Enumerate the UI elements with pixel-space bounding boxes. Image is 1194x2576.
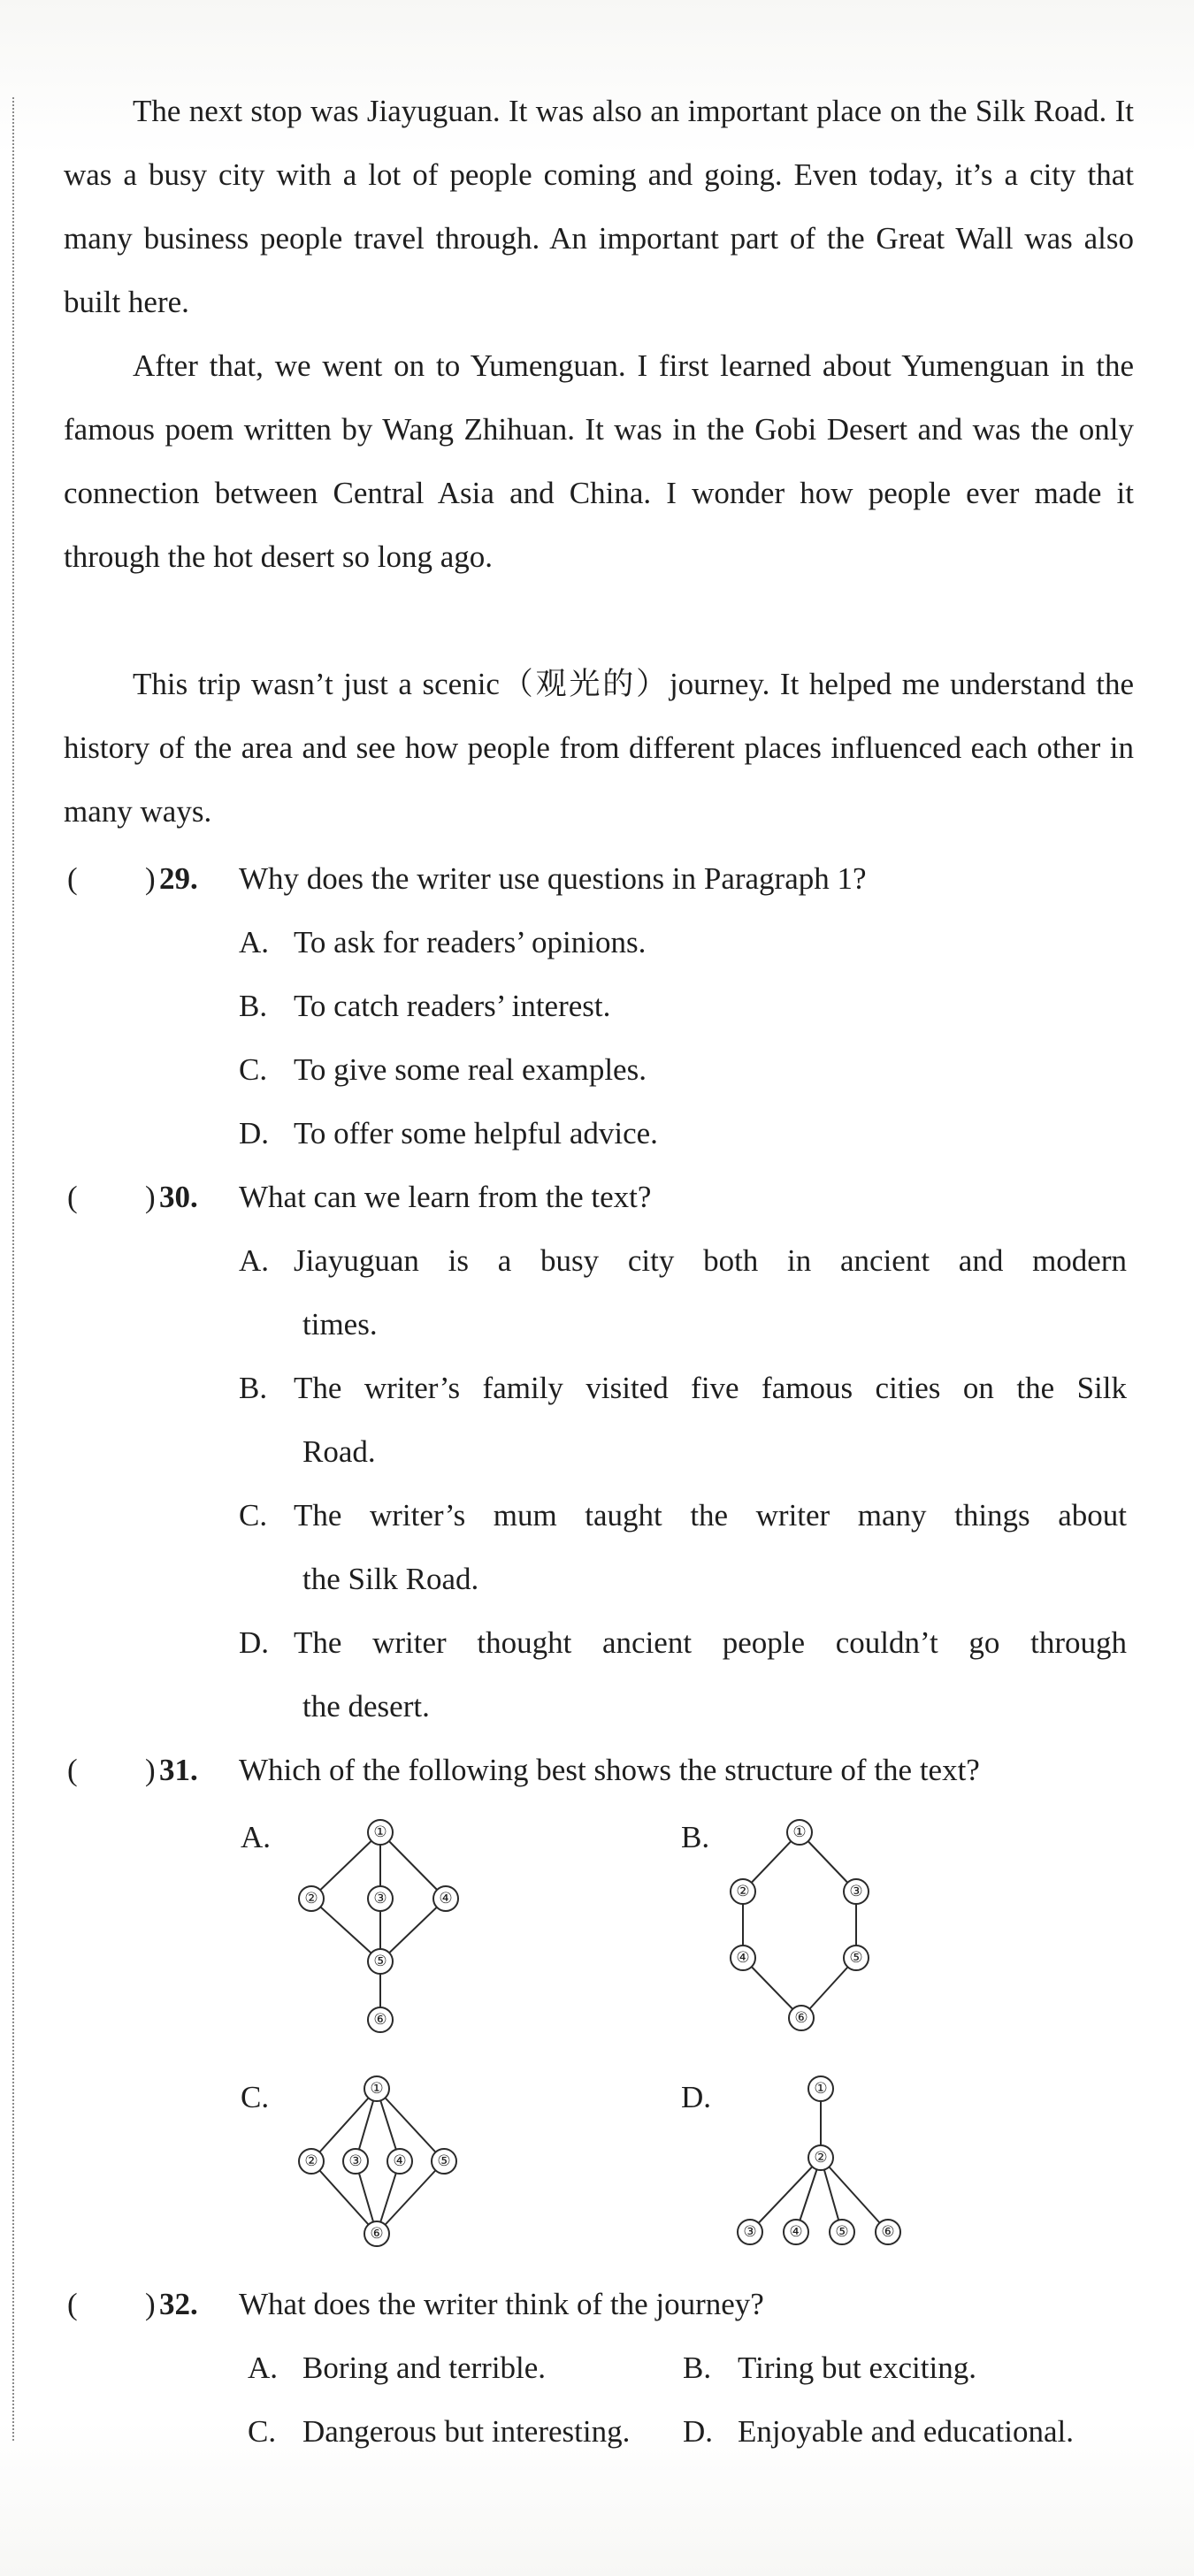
answer-blank-open[interactable]: ( bbox=[67, 2287, 78, 2321]
answer-blank-open[interactable]: ( bbox=[67, 861, 78, 896]
q30-option-b-line1: The writer’s family visited five famous cities on the Silk bbox=[294, 1371, 1127, 1405]
q30-option-d-line1: The writer thought ancient people couldn’t go through bbox=[294, 1625, 1127, 1660]
option-text: Boring and terrible. bbox=[302, 2351, 547, 2385]
diagram-c-label[interactable]: C. bbox=[241, 2080, 270, 2114]
node-3-label: ③ bbox=[743, 2223, 757, 2241]
node-4-label: ④ bbox=[439, 1890, 453, 1907]
question-text: Why does the writer use questions in Paragraph 1? bbox=[239, 861, 867, 896]
answer-blank-close: ) bbox=[145, 1180, 156, 1214]
q29-option-c[interactable] bbox=[239, 1038, 1137, 1102]
node-6-label: ⑥ bbox=[373, 2011, 387, 2029]
q29-option-d[interactable] bbox=[239, 1102, 1137, 1166]
option-letter: C. bbox=[239, 1052, 268, 1087]
option-letter: D. bbox=[683, 2414, 714, 2449]
node-4-label: ④ bbox=[789, 2223, 803, 2241]
answer-blank-close: ) bbox=[145, 2287, 156, 2321]
q32-option-b[interactable] bbox=[683, 2336, 976, 2400]
node-1-label: ① bbox=[814, 2080, 828, 2098]
q30-option-d-line2: the desert. bbox=[302, 1689, 430, 1724]
option-text: Dangerous but interesting. bbox=[302, 2414, 631, 2449]
diagram-d-label[interactable]: D. bbox=[681, 2080, 712, 2114]
question-text: What does the writer think of the journey? bbox=[239, 2287, 764, 2321]
answer-blank-close: ) bbox=[145, 1753, 156, 1787]
node-2-label: ② bbox=[814, 2149, 828, 2167]
node-6-label: ⑥ bbox=[881, 2223, 895, 2241]
structure-diagram-c[interactable] bbox=[283, 2069, 478, 2264]
diagram-b-label[interactable]: B. bbox=[681, 1820, 710, 1854]
q32-option-c[interactable] bbox=[248, 2400, 630, 2464]
q30-option-a-line2: times. bbox=[302, 1307, 378, 1342]
diagram-a-label[interactable]: A. bbox=[241, 1820, 272, 1854]
question-number: 30. bbox=[159, 1180, 198, 1214]
question-29 bbox=[67, 847, 1146, 911]
node-4-label: ④ bbox=[736, 1949, 750, 1967]
question-text: Which of the following best shows the structure of the text? bbox=[239, 1753, 980, 1787]
node-3-label: ③ bbox=[373, 1890, 387, 1907]
q32-option-d[interactable] bbox=[683, 2400, 1074, 2464]
node-6-label: ⑥ bbox=[370, 2225, 384, 2243]
option-letter: A. bbox=[239, 925, 270, 959]
q30-option-c-line2: the Silk Road. bbox=[302, 1562, 479, 1596]
option-letter: B. bbox=[683, 2351, 712, 2385]
answer-blank-close: ) bbox=[145, 861, 156, 896]
q30-option-a-line1: Jiayuguan is a busy city both in ancient and modern bbox=[294, 1243, 1127, 1278]
node-3-label: ③ bbox=[348, 2152, 363, 2170]
option-text: Tiring but exciting. bbox=[738, 2351, 976, 2385]
node-2-label: ② bbox=[736, 1883, 750, 1900]
answer-blank-open[interactable]: ( bbox=[67, 1180, 78, 1214]
q30-option-a-letter[interactable]: A. bbox=[239, 1243, 270, 1278]
node-4-label: ④ bbox=[393, 2152, 407, 2170]
question-number: 29. bbox=[159, 861, 198, 896]
answer-blank-open[interactable]: ( bbox=[67, 1753, 78, 1787]
q30-option-d-letter[interactable]: D. bbox=[239, 1625, 270, 1660]
passage-paragraph-yumenguan: After that, we went on to Yumenguan. I first learned about Yumenguan in the famous poem written by Wang Zhihuan. It was in the Gobi Desert and was the only connection between Central Asia and China. I wonder how people ever made it through the hot desert so long ago. bbox=[64, 348, 1134, 574]
node-1-label: ① bbox=[370, 2080, 384, 2098]
q32-option-a[interactable] bbox=[248, 2336, 546, 2400]
structure-diagram-d[interactable] bbox=[725, 2069, 902, 2264]
q30-option-b-line2: Road. bbox=[302, 1434, 376, 1469]
node-5-label: ⑤ bbox=[437, 2152, 451, 2170]
question-31 bbox=[67, 1739, 1146, 1802]
node-1-label: ① bbox=[792, 1823, 807, 1841]
node-6-label: ⑥ bbox=[794, 2009, 808, 2027]
structure-diagram-b[interactable] bbox=[725, 1813, 884, 2043]
option-letter: D. bbox=[239, 1116, 270, 1150]
option-text: Enjoyable and educational. bbox=[738, 2414, 1074, 2449]
question-text: What can we learn from the text? bbox=[239, 1180, 652, 1214]
q30-option-b-letter[interactable]: B. bbox=[239, 1371, 268, 1405]
node-5-label: ⑤ bbox=[373, 1953, 387, 1970]
option-letter: B. bbox=[239, 989, 268, 1023]
option-text: To offer some helpful advice. bbox=[294, 1116, 658, 1150]
q30-option-c-line1: The writer’s mum taught the writer many things about bbox=[294, 1498, 1127, 1533]
passage-paragraph-conclusion: This trip wasn’t just a scenic（观光的）journey. It helped me understand the history of the area and see how people from different places influenced each other in many ways. bbox=[64, 667, 1134, 829]
structure-diagram-a[interactable] bbox=[283, 1813, 478, 2043]
question-32 bbox=[67, 2273, 1146, 2336]
passage-paragraph-jiayuguan: The next stop was Jiayuguan. It was also an important place on the Silk Road. It was a busy city with a lot of people coming and going. Even today, it’s a city that many business people travel through. An important part of the Great Wall was also built here. bbox=[64, 94, 1134, 319]
node-5-label: ⑤ bbox=[835, 2223, 849, 2241]
option-letter: A. bbox=[248, 2351, 279, 2385]
question-number: 31. bbox=[159, 1753, 198, 1787]
q29-option-b[interactable] bbox=[239, 975, 1137, 1038]
option-text: To ask for readers’ opinions. bbox=[294, 925, 647, 959]
q30-option-c-letter[interactable]: C. bbox=[239, 1498, 268, 1533]
option-text: To give some real examples. bbox=[294, 1052, 647, 1087]
node-3-label: ③ bbox=[849, 1883, 863, 1900]
node-1-label: ① bbox=[373, 1823, 387, 1841]
question-30 bbox=[67, 1166, 1146, 1229]
q29-option-a[interactable] bbox=[239, 911, 1137, 975]
node-2-label: ② bbox=[304, 1890, 318, 1907]
option-letter: C. bbox=[248, 2414, 277, 2449]
question-number: 32. bbox=[159, 2287, 198, 2321]
option-text: To catch readers’ interest. bbox=[294, 989, 611, 1023]
node-5-label: ⑤ bbox=[849, 1949, 863, 1967]
node-2-label: ② bbox=[304, 2152, 318, 2170]
